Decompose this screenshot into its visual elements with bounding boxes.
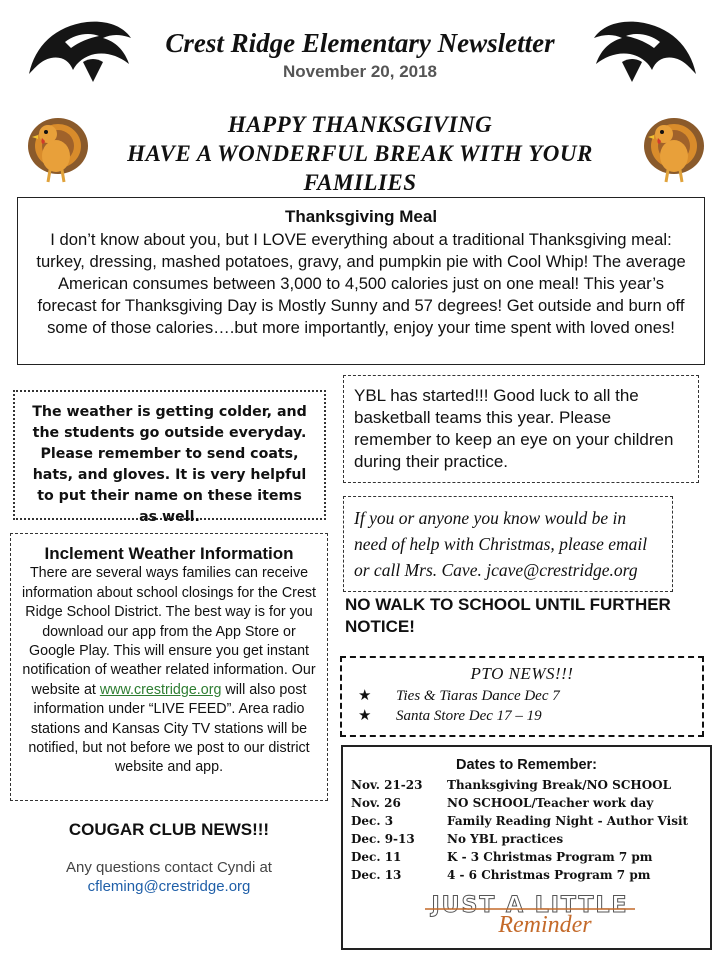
reminder-line-1: JUST A LITTLE	[431, 893, 629, 918]
just-a-little-reminder-logo	[395, 888, 665, 938]
inclement-weather-box	[10, 533, 328, 801]
inclement-body-start: There are several ways families can receive information about school closings for the Crest Ridge School District. The best way is for you download our app from the App Store or Google Play. This will ensure you get instant notification of weather related information. Our website at	[21, 565, 317, 698]
dates-title: Dates to Remember:	[455, 757, 597, 773]
date-cell: Dec. 13	[351, 868, 402, 882]
inclement-body	[19, 564, 319, 777]
banner-line-1: HAPPY THANKSGIVING	[227, 112, 493, 137]
website-link[interactable]: www.crestridge.org	[99, 681, 222, 698]
banner-line-3: FAMILIES	[303, 170, 417, 195]
table-row	[351, 796, 688, 814]
inclement-title: Inclement Weather Information	[44, 544, 294, 563]
date-cell: Dec. 11	[351, 850, 402, 864]
pto-item	[352, 706, 692, 726]
meal-body: I don’t know about you, but I LOVE everything about a traditional Thanksgiving meal: turkey, dressing, mashed potatoes, gravy, and pumpkin pie with Cool Whip! The average American consumes between 3,000 to 4,500 calories just on one meal! This year’s forecast for Thanksgiving Day is Mostly Sunny and 57 degrees! Get outside and burn off some of those calories….but more importantly, enjoy your time spent with loved ones!	[36, 230, 686, 337]
table-row	[351, 868, 688, 886]
thanksgiving-meal-box	[17, 197, 705, 365]
cougar-club-title: COUGAR CLUB NEWS!!!	[68, 820, 270, 839]
no-walk-notice: NO WALK TO SCHOOL UNTIL FURTHER NOTICE!	[345, 595, 671, 636]
table-row	[351, 814, 688, 832]
cougar-head-icon-left	[25, 16, 135, 86]
pto-item-text: Ties & Tiaras Dance Dec 7	[396, 688, 560, 704]
event-cell: No YBL practices	[447, 832, 564, 846]
date-cell: Dec. 3	[351, 814, 394, 828]
christmas-help-box: If you or anyone you know would be in need of help with Christmas, please email or call Mrs. Cave. jcave@crestridge.org	[343, 496, 673, 592]
turkey-icon-right	[640, 108, 712, 188]
reminder-line-2: Reminder	[498, 912, 592, 938]
contact-email-link[interactable]: cfleming@crestridge.org	[87, 878, 251, 895]
table-row	[351, 778, 688, 796]
dates-table	[351, 778, 688, 886]
newsletter-date: November 20, 2018	[282, 62, 438, 81]
banner-line-2: HAVE A WONDERFUL BREAK WITH YOUR	[127, 141, 593, 166]
ybl-box: YBL has started!!! Good luck to all the basketball teams this year. Please remember to keep an eye on your children during their practice.	[343, 375, 699, 483]
thanksgiving-banner	[80, 110, 640, 197]
star-icon: ★	[358, 686, 372, 704]
table-row	[351, 832, 688, 850]
event-cell: NO SCHOOL/Teacher work day	[447, 796, 654, 810]
table-row	[351, 850, 688, 868]
star-icon: ★	[358, 706, 372, 724]
event-cell: K - 3 Christmas Program 7 pm	[447, 850, 653, 864]
event-cell: Family Reading Night - Author Visit	[447, 814, 689, 828]
newsletter-title: Crest Ridge Elementary Newsletter	[165, 28, 555, 58]
date-cell: Dec. 9-13	[351, 832, 415, 846]
event-cell: Thanksgiving Break/NO SCHOOL	[447, 778, 672, 792]
date-cell: Nov. 26	[351, 796, 401, 810]
pto-title: PTO NEWS!!!	[470, 664, 574, 683]
event-cell: 4 - 6 Christmas Program 7 pm	[447, 868, 651, 882]
inclement-body-end: will also post information under “LIVE FEED”. Area radio stations and Kansas City TV stations will be notified, but not before we post to our district website and app.	[28, 681, 310, 776]
cougar-head-icon-right	[590, 16, 700, 86]
pto-item	[352, 686, 692, 706]
pto-item-text: Santa Store Dec 17 – 19	[396, 708, 542, 724]
weather-note-box: The weather is getting colder, and the students go outside everyday. Please remember to send coats, hats, and gloves. It is very helpful to put their name on these items as well.	[13, 390, 326, 520]
cougar-contact	[20, 858, 318, 896]
pto-news-box	[340, 656, 704, 737]
date-cell: Nov. 21-23	[351, 778, 423, 792]
contact-text: Any questions contact Cyndi at	[66, 859, 272, 876]
meal-title: Thanksgiving Meal	[284, 207, 438, 226]
